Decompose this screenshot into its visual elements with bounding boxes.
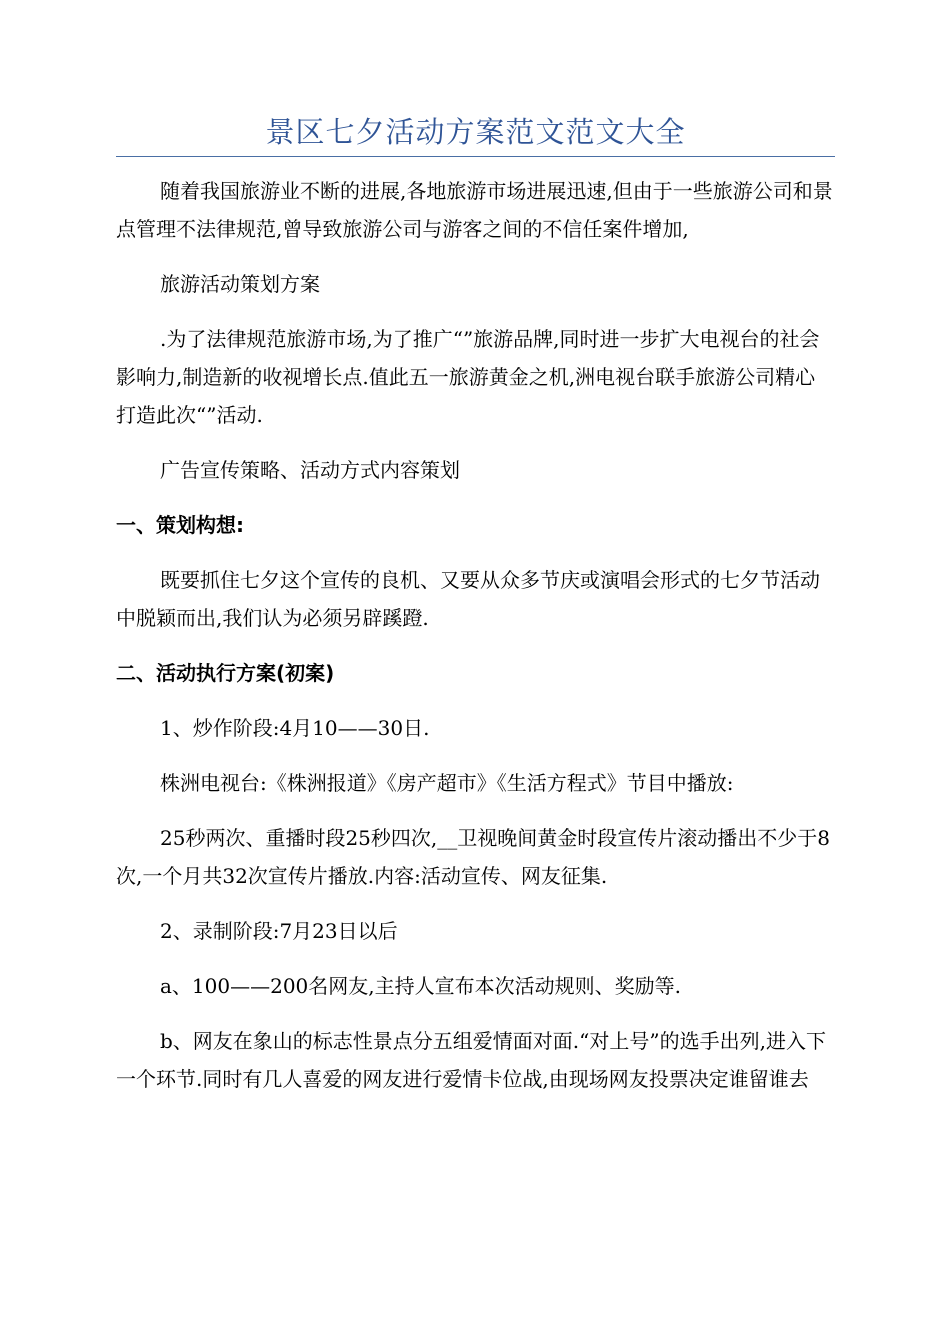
paragraph-stage-1: 1、炒作阶段:4月10——30日. (160, 716, 430, 740)
document-body (116, 172, 835, 1115)
paragraph-plan-title: 旅游活动策划方案 (160, 272, 320, 296)
paragraph-item-a: a、100——200名网友,主持人宣布本次活动规则、奖励等. (160, 974, 681, 998)
paragraph-tv-programs: 株洲电视台:《株洲报道》《房产超市》《生活方程式》节目中播放: (160, 771, 734, 795)
document-title: 景区七夕活动方案范文范文大全 (265, 115, 686, 149)
title-block (116, 112, 835, 157)
paragraph-intro: 随着我国旅游业不断的进展,各地旅游市场进展迅速,但由于一些旅游公司和景点管理不法律规范,曾导致旅游公司与游客之间的不信任案件增加, (116, 179, 833, 241)
paragraph-stage-2: 2、录制阶段:7月23日以后 (160, 919, 398, 943)
paragraph-broadcast: 25秒两次、重播时段25秒四次,__卫视晚间黄金时段宣传片滚动播出不少于8次,一个月共32次宣传片播放.内容:活动宣传、网友征集. (116, 826, 830, 888)
paragraph-purpose: .为了法律规范旅游市场,为了推广“”旅游品牌,同时进一步扩大电视台的社会影响力,制造新的收视增长点.值此五一旅游黄金之机,洲电视台联手旅游公司精心打造此次“”活动. (116, 327, 820, 427)
paragraph-concept: 既要抓住七夕这个宣传的良机、又要从众多节庆或演唱会形式的七夕节活动中脱颖而出,我们认为必须另辟蹊蹬. (116, 568, 820, 630)
paragraph-ad-strategy: 广告宣传策略、活动方式内容策划 (160, 458, 460, 482)
paragraph-item-b: b、网友在象山的标志性景点分五组爱情面对面.“对上号”的选手出列,进入下一个环节.同时有几人喜爱的网友进行爱情卡位战,由现场网友投票决定谁留谁去 (116, 1029, 826, 1091)
section-heading-2: 二、活动执行方案(初案) (116, 661, 335, 685)
section-heading-1: 一、策划构想: (116, 513, 244, 537)
